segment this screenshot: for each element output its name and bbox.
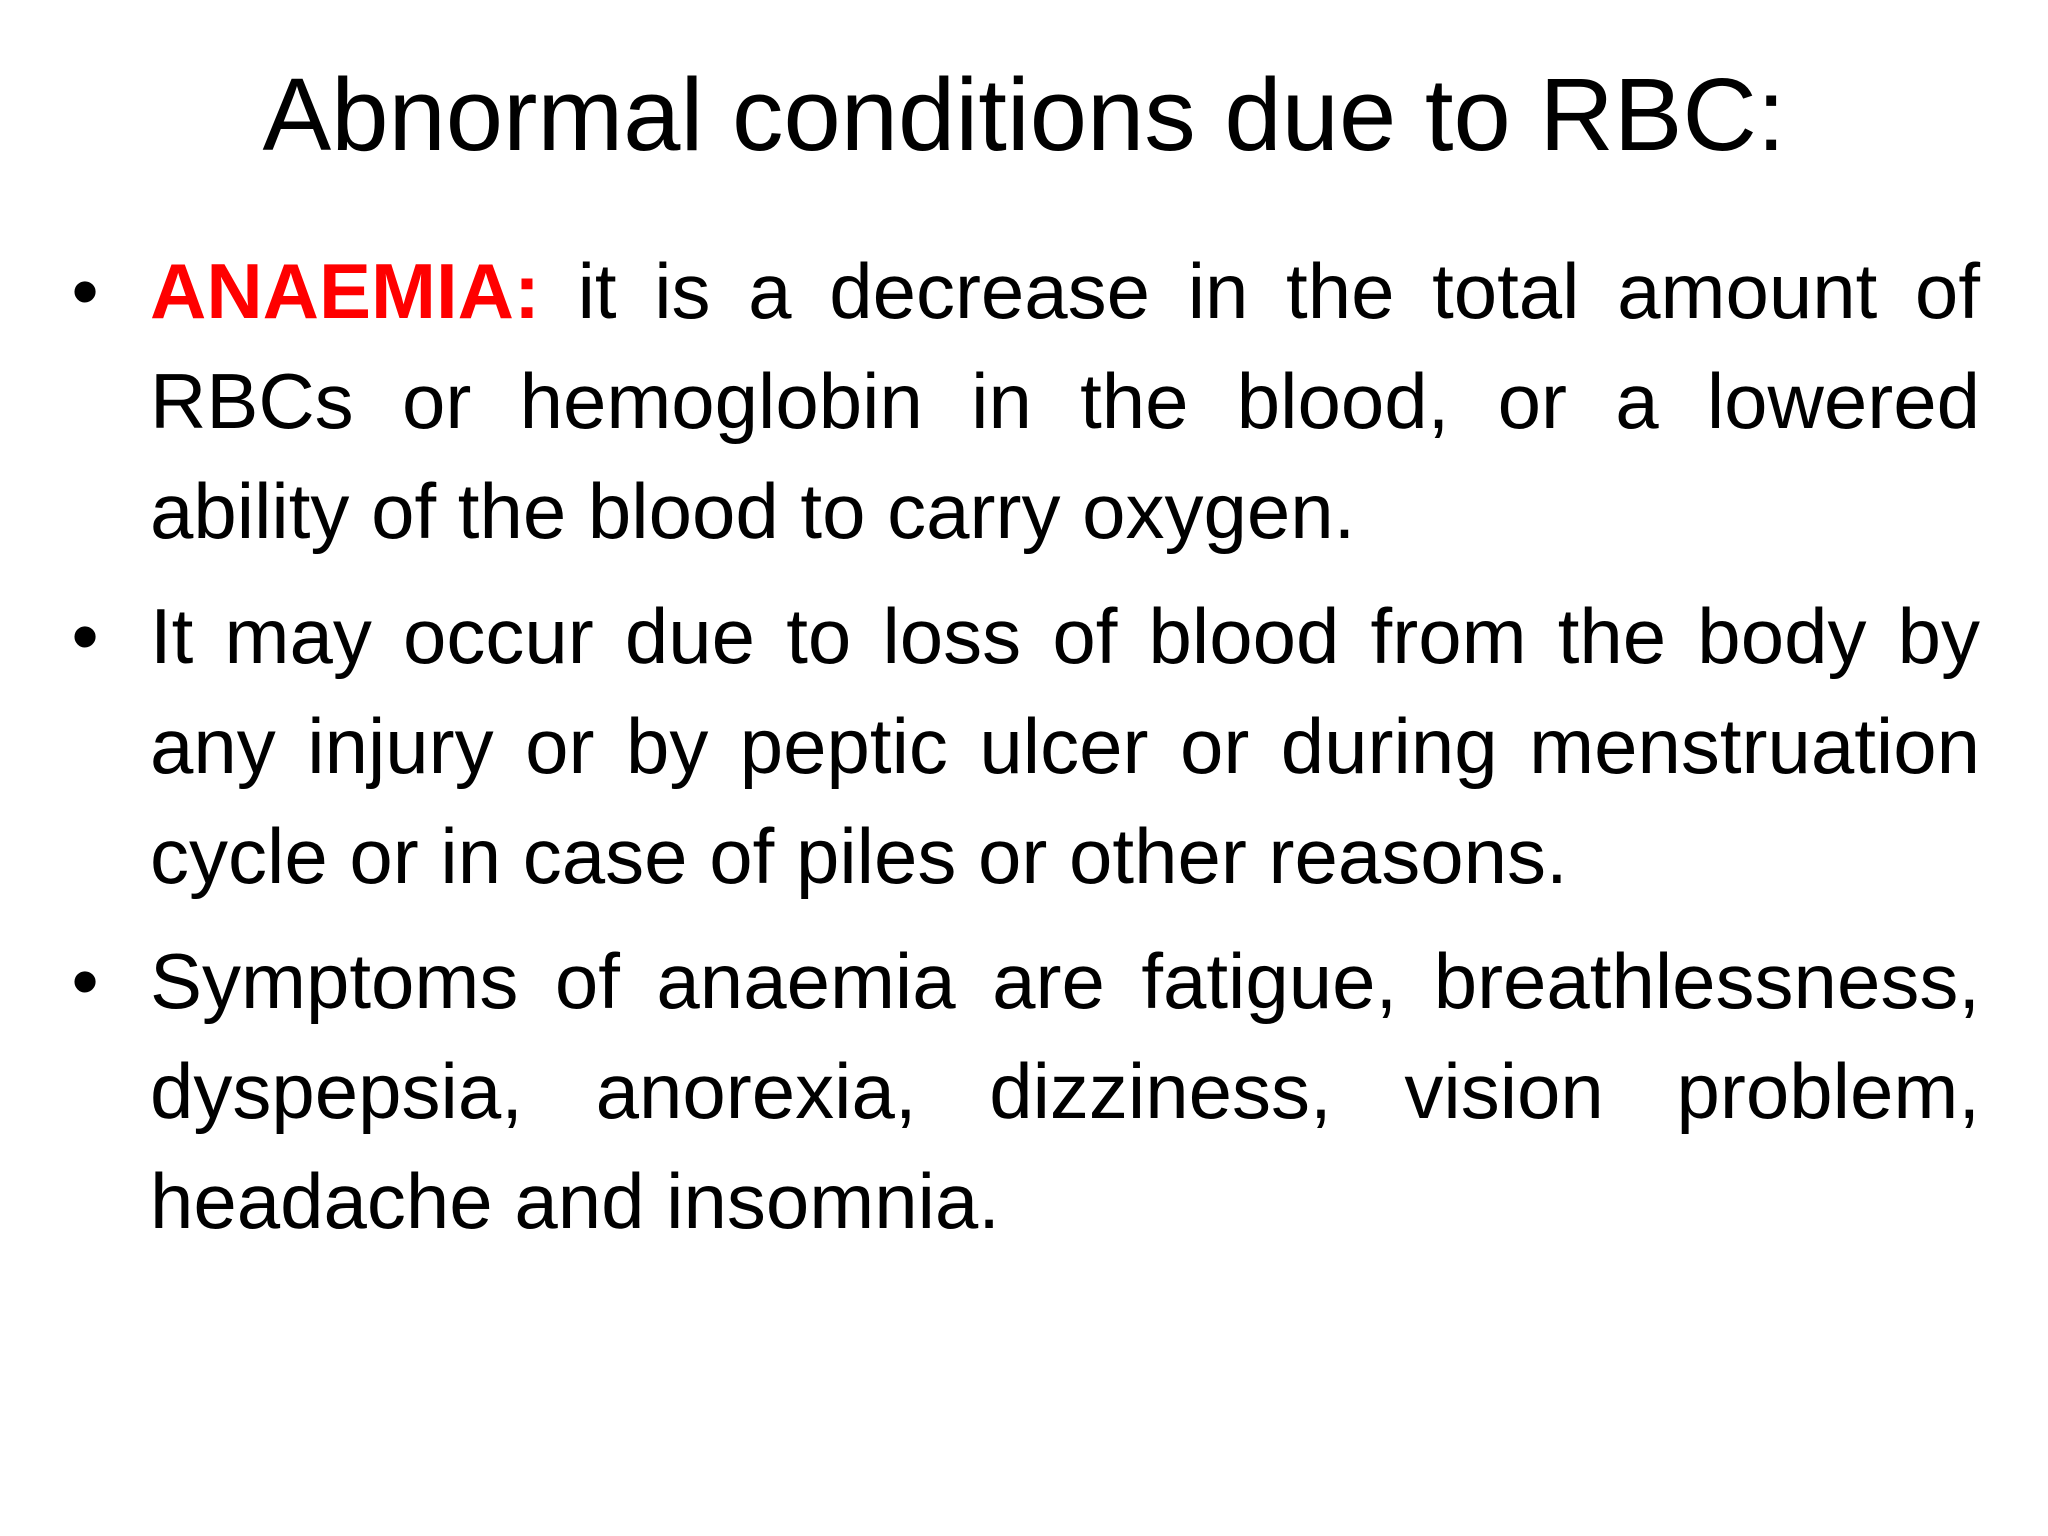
slide-title: Abnormal conditions due to RBC: — [262, 57, 1786, 172]
bullet-dot-icon: • — [71, 937, 99, 1025]
bullet-text: Symptoms of anaemia are fatigue, breathlessness, dyspepsia, anorexia, dizziness, vision problem, headache and insomnia. — [150, 937, 1980, 1245]
bullet-item-anaemia-definition — [71, 236, 1980, 566]
term-anaemia: ANAEMIA: — [150, 247, 540, 335]
bullet-dot-icon: • — [71, 247, 99, 335]
bullet-item-symptoms — [71, 926, 1980, 1256]
bullet-item-causes — [71, 581, 1980, 911]
bullet-list — [0, 236, 2048, 1271]
bullet-text: It may occur due to loss of blood from the body by any injury or by peptic ulcer or during menstruation cycle or in case of piles or other reasons. — [150, 592, 1980, 900]
bullet-dot-icon: • — [71, 592, 99, 680]
bullet-text: it is a decrease in the total amount of RBCs or hemoglobin in the blood, or a lowered ability of the blood to carry oxygen. — [150, 247, 1980, 555]
